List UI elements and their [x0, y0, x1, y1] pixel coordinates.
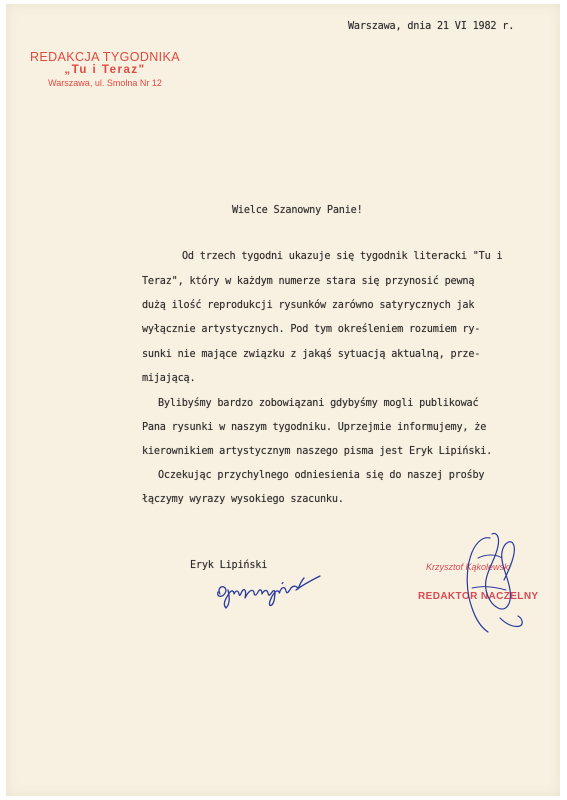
body-line: mijającą. [142, 373, 196, 384]
body-line: Od trzech tygodni ukazuje się tygodnik literacki "Tu i [182, 251, 503, 262]
editor-name: Krzysztof Kąkolewski [426, 562, 511, 572]
letter-page [6, 4, 560, 796]
body-line: Teraz", który w każdym numerze stara się przynosić pewną [142, 276, 475, 287]
editor-title: REDAKTOR NACZELNY [418, 591, 539, 602]
body-line: Pana rysunki w naszym tygodniku. Uprzejmie informujemy, że [142, 422, 487, 433]
signer-name-left: Eryk Lipiński [190, 560, 268, 571]
letter-salutation: Wielce Szanowny Panie! [232, 205, 363, 216]
body-line: Bylibyśmy bardzo zobowiązani gdybyśmy mogli publikować [158, 398, 479, 409]
body-line: Oczekując przychylnego odniesienia się do naszej prośby [158, 470, 485, 481]
body-line: sunki nie mające związku z jakąś sytuacją aktualną, prze- [142, 349, 481, 360]
handwritten-signature-right [442, 528, 542, 648]
stamp-magazine-title: „Tu i Teraz" [64, 64, 146, 76]
stamp-publisher-name: REDAKCJA TYGODNIKA [29, 50, 181, 64]
body-line: kierownikiem artystycznym naszego pisma jest Eryk Lipiński. [142, 446, 493, 457]
body-line: dużą ilość reprodukcji rysunków zarówno satyrycznych jak [142, 300, 475, 311]
publisher-stamp [26, 50, 184, 90]
body-line: wyłącznie artystycznych. Pod tym określeniem rozumiem ry- [142, 324, 481, 335]
body-line: łączymy wyrazy wysokiego szacunku. [142, 494, 344, 505]
stamp-address: Warszawa, ul. Smolna Nr 12 [48, 78, 162, 88]
letter-date: Warszawa, dnia 21 VI 1982 r. [348, 21, 515, 32]
handwritten-signature-left [212, 564, 332, 619]
